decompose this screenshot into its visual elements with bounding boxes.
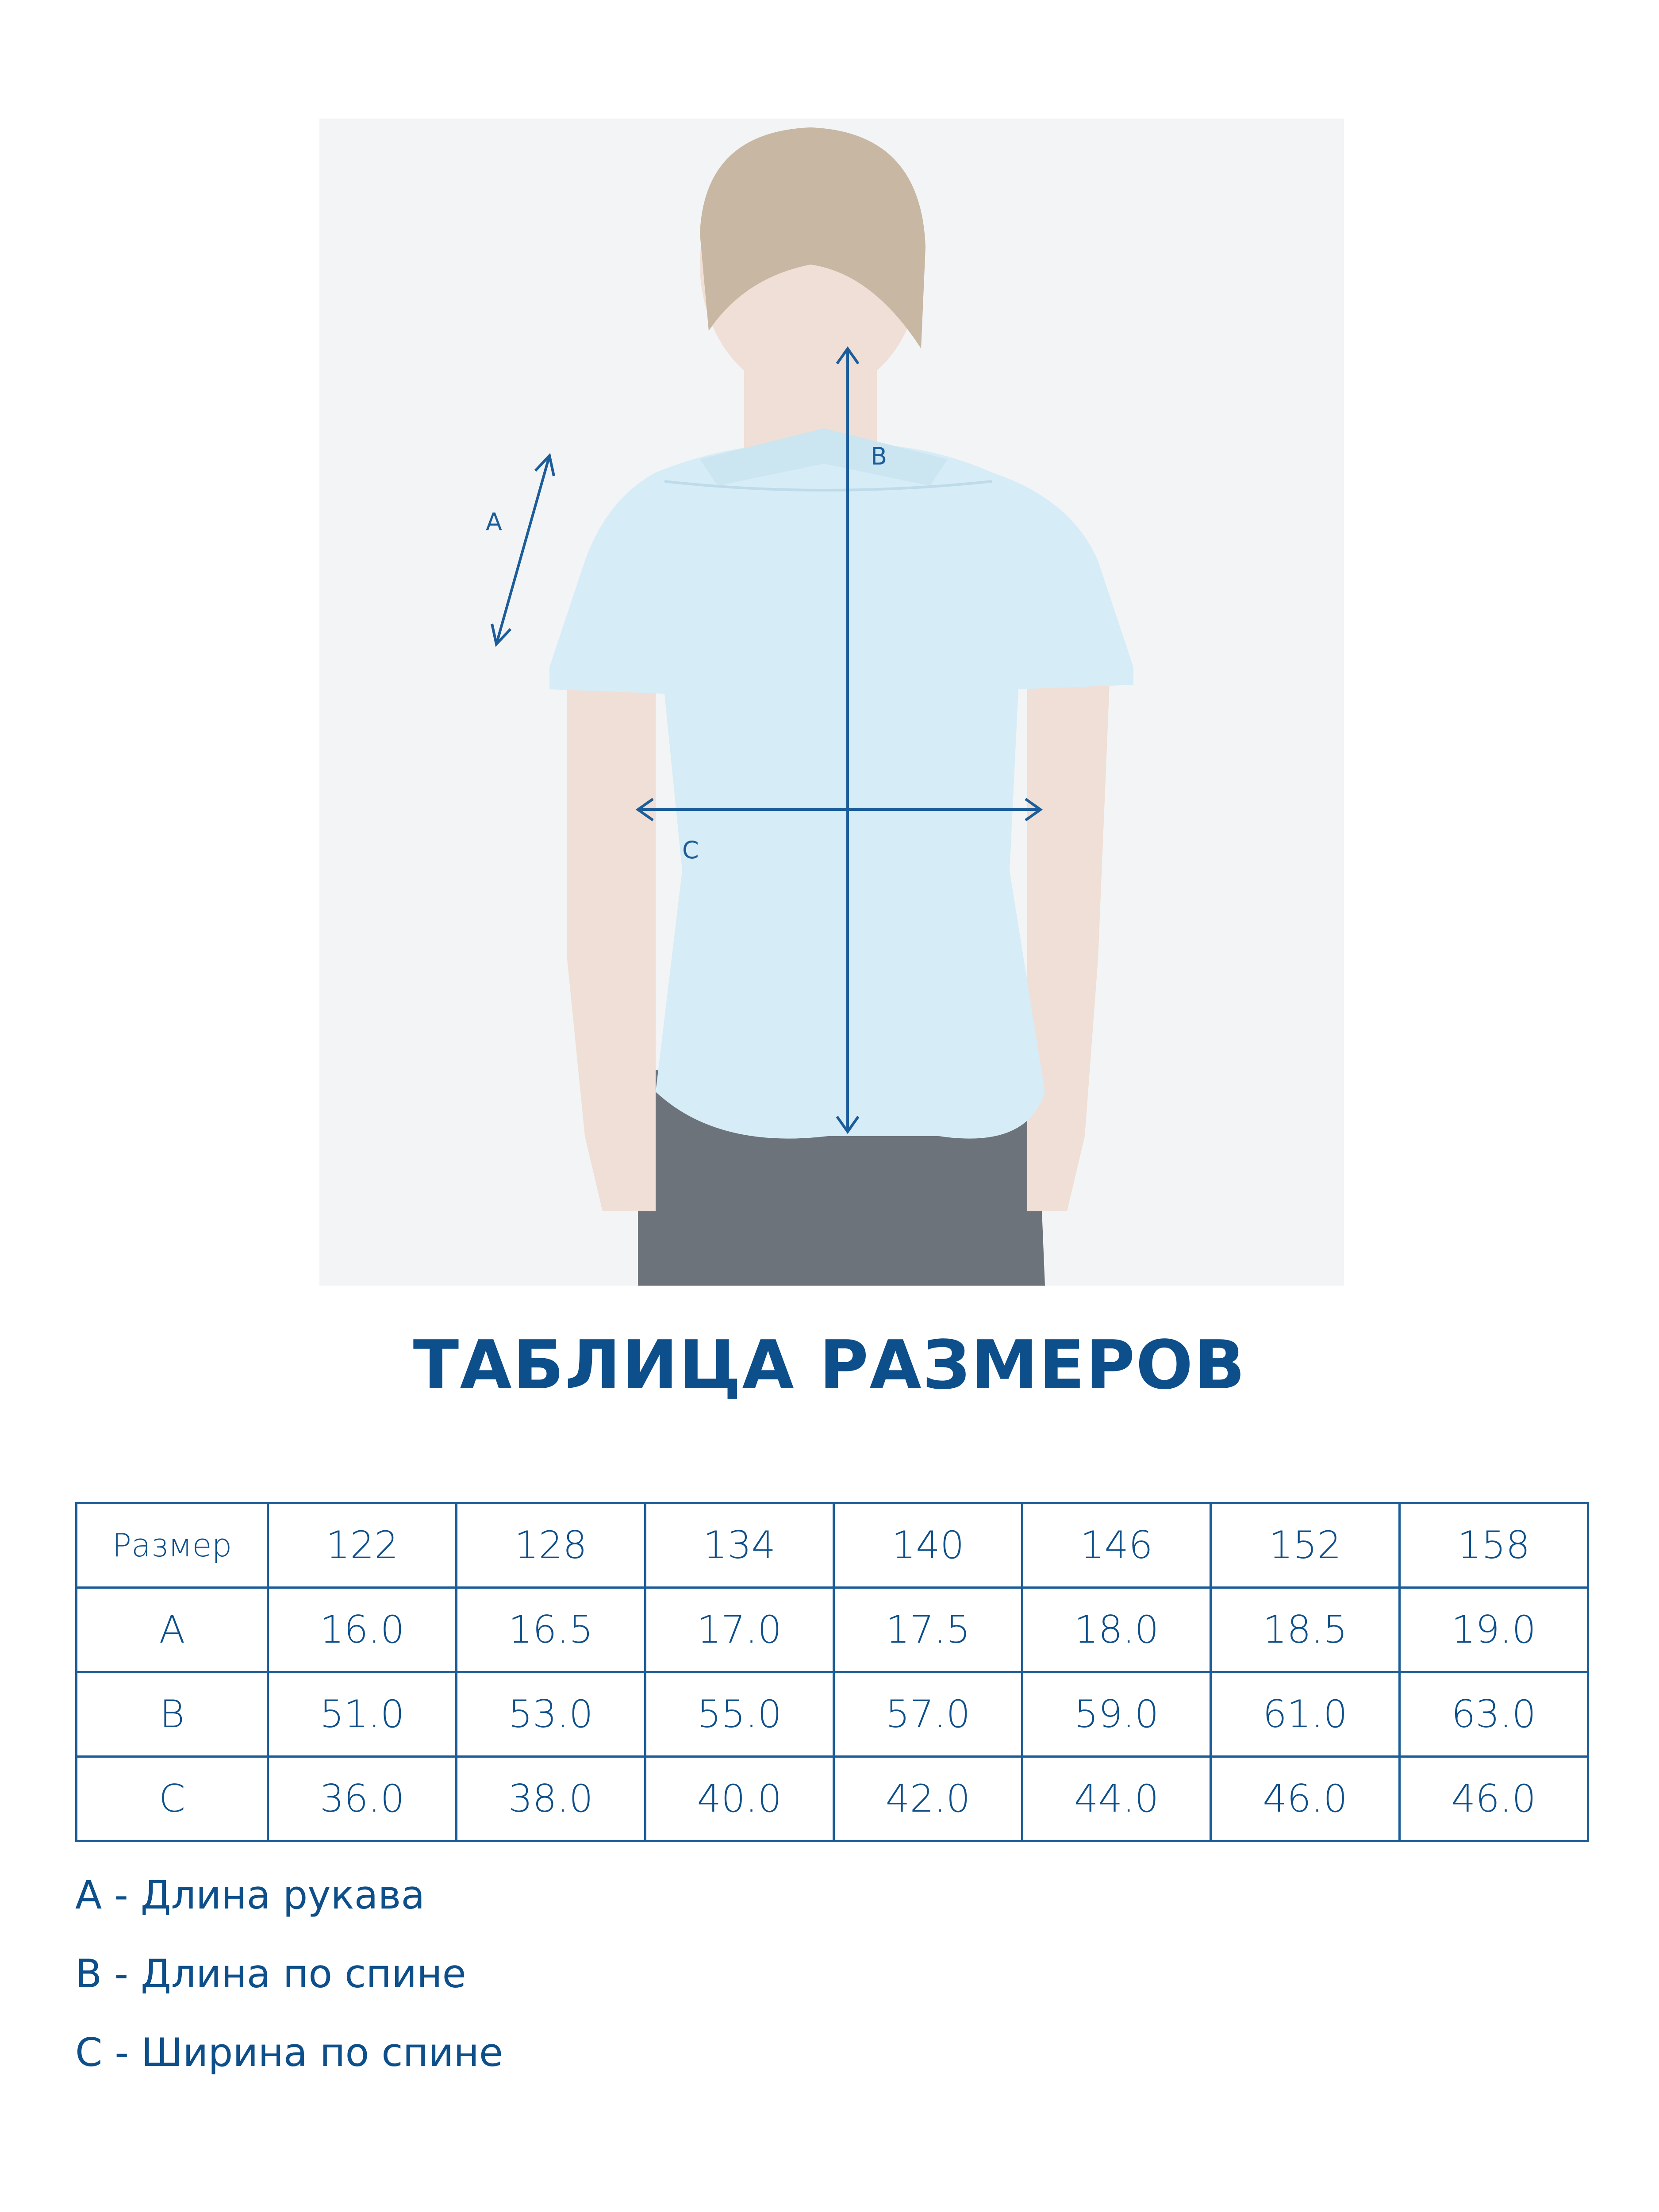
size-table (75, 1502, 1589, 1842)
table-cell: 51.0 (268, 1672, 457, 1757)
table-header-row (77, 1503, 1588, 1588)
table-cell: 57.0 (833, 1672, 1022, 1757)
table-cell: 53.0 (457, 1672, 645, 1757)
table-cell: 42.0 (833, 1757, 1022, 1841)
product-photo (319, 119, 1344, 1286)
table-cell: 46.0 (1399, 1757, 1588, 1841)
table-cell: 61.0 (1211, 1672, 1399, 1757)
size-value-cell: 152 (1211, 1503, 1399, 1588)
size-header-cell: Размер (77, 1503, 268, 1588)
table-cell: 16.0 (268, 1588, 457, 1672)
table-cell: 40.0 (645, 1757, 833, 1841)
legend-item-a: A - Длина рукава (75, 1872, 425, 1918)
size-table-body (77, 1503, 1588, 1841)
page-title: ТАБЛИЦА РАЗМЕРОВ (413, 1326, 1246, 1404)
table-cell: 17.5 (833, 1588, 1022, 1672)
table-cell: 18.0 (1022, 1588, 1211, 1672)
table-row (77, 1588, 1588, 1672)
table-row (77, 1672, 1588, 1757)
table-cell: 59.0 (1022, 1672, 1211, 1757)
size-value-cell: 128 (457, 1503, 645, 1588)
table-cell: 38.0 (457, 1757, 645, 1841)
table-cell: 16.5 (457, 1588, 645, 1672)
measure-label-cell: B (77, 1672, 268, 1757)
boy-back-shirt-illustration (319, 119, 1344, 1286)
legend-item-b: B - Длина по спине (75, 1951, 466, 1997)
table-cell: 55.0 (645, 1672, 833, 1757)
size-value-cell: 134 (645, 1503, 833, 1588)
size-value-cell: 140 (833, 1503, 1022, 1588)
label-c: C (682, 836, 699, 864)
table-cell: 44.0 (1022, 1757, 1211, 1841)
table-cell: 17.0 (645, 1588, 833, 1672)
table-cell: 46.0 (1211, 1757, 1399, 1841)
label-a: A (486, 508, 502, 536)
legend-item-c: C - Ширина по спине (75, 2030, 503, 2075)
measure-label-cell: A (77, 1588, 268, 1672)
size-value-cell: 158 (1399, 1503, 1588, 1588)
measure-label-cell: C (77, 1757, 268, 1841)
size-value-cell: 146 (1022, 1503, 1211, 1588)
label-b: B (871, 442, 887, 470)
table-cell: 18.5 (1211, 1588, 1399, 1672)
table-cell: 63.0 (1399, 1672, 1588, 1757)
table-cell: 19.0 (1399, 1588, 1588, 1672)
table-row (77, 1757, 1588, 1841)
size-value-cell: 122 (268, 1503, 457, 1588)
table-cell: 36.0 (268, 1757, 457, 1841)
